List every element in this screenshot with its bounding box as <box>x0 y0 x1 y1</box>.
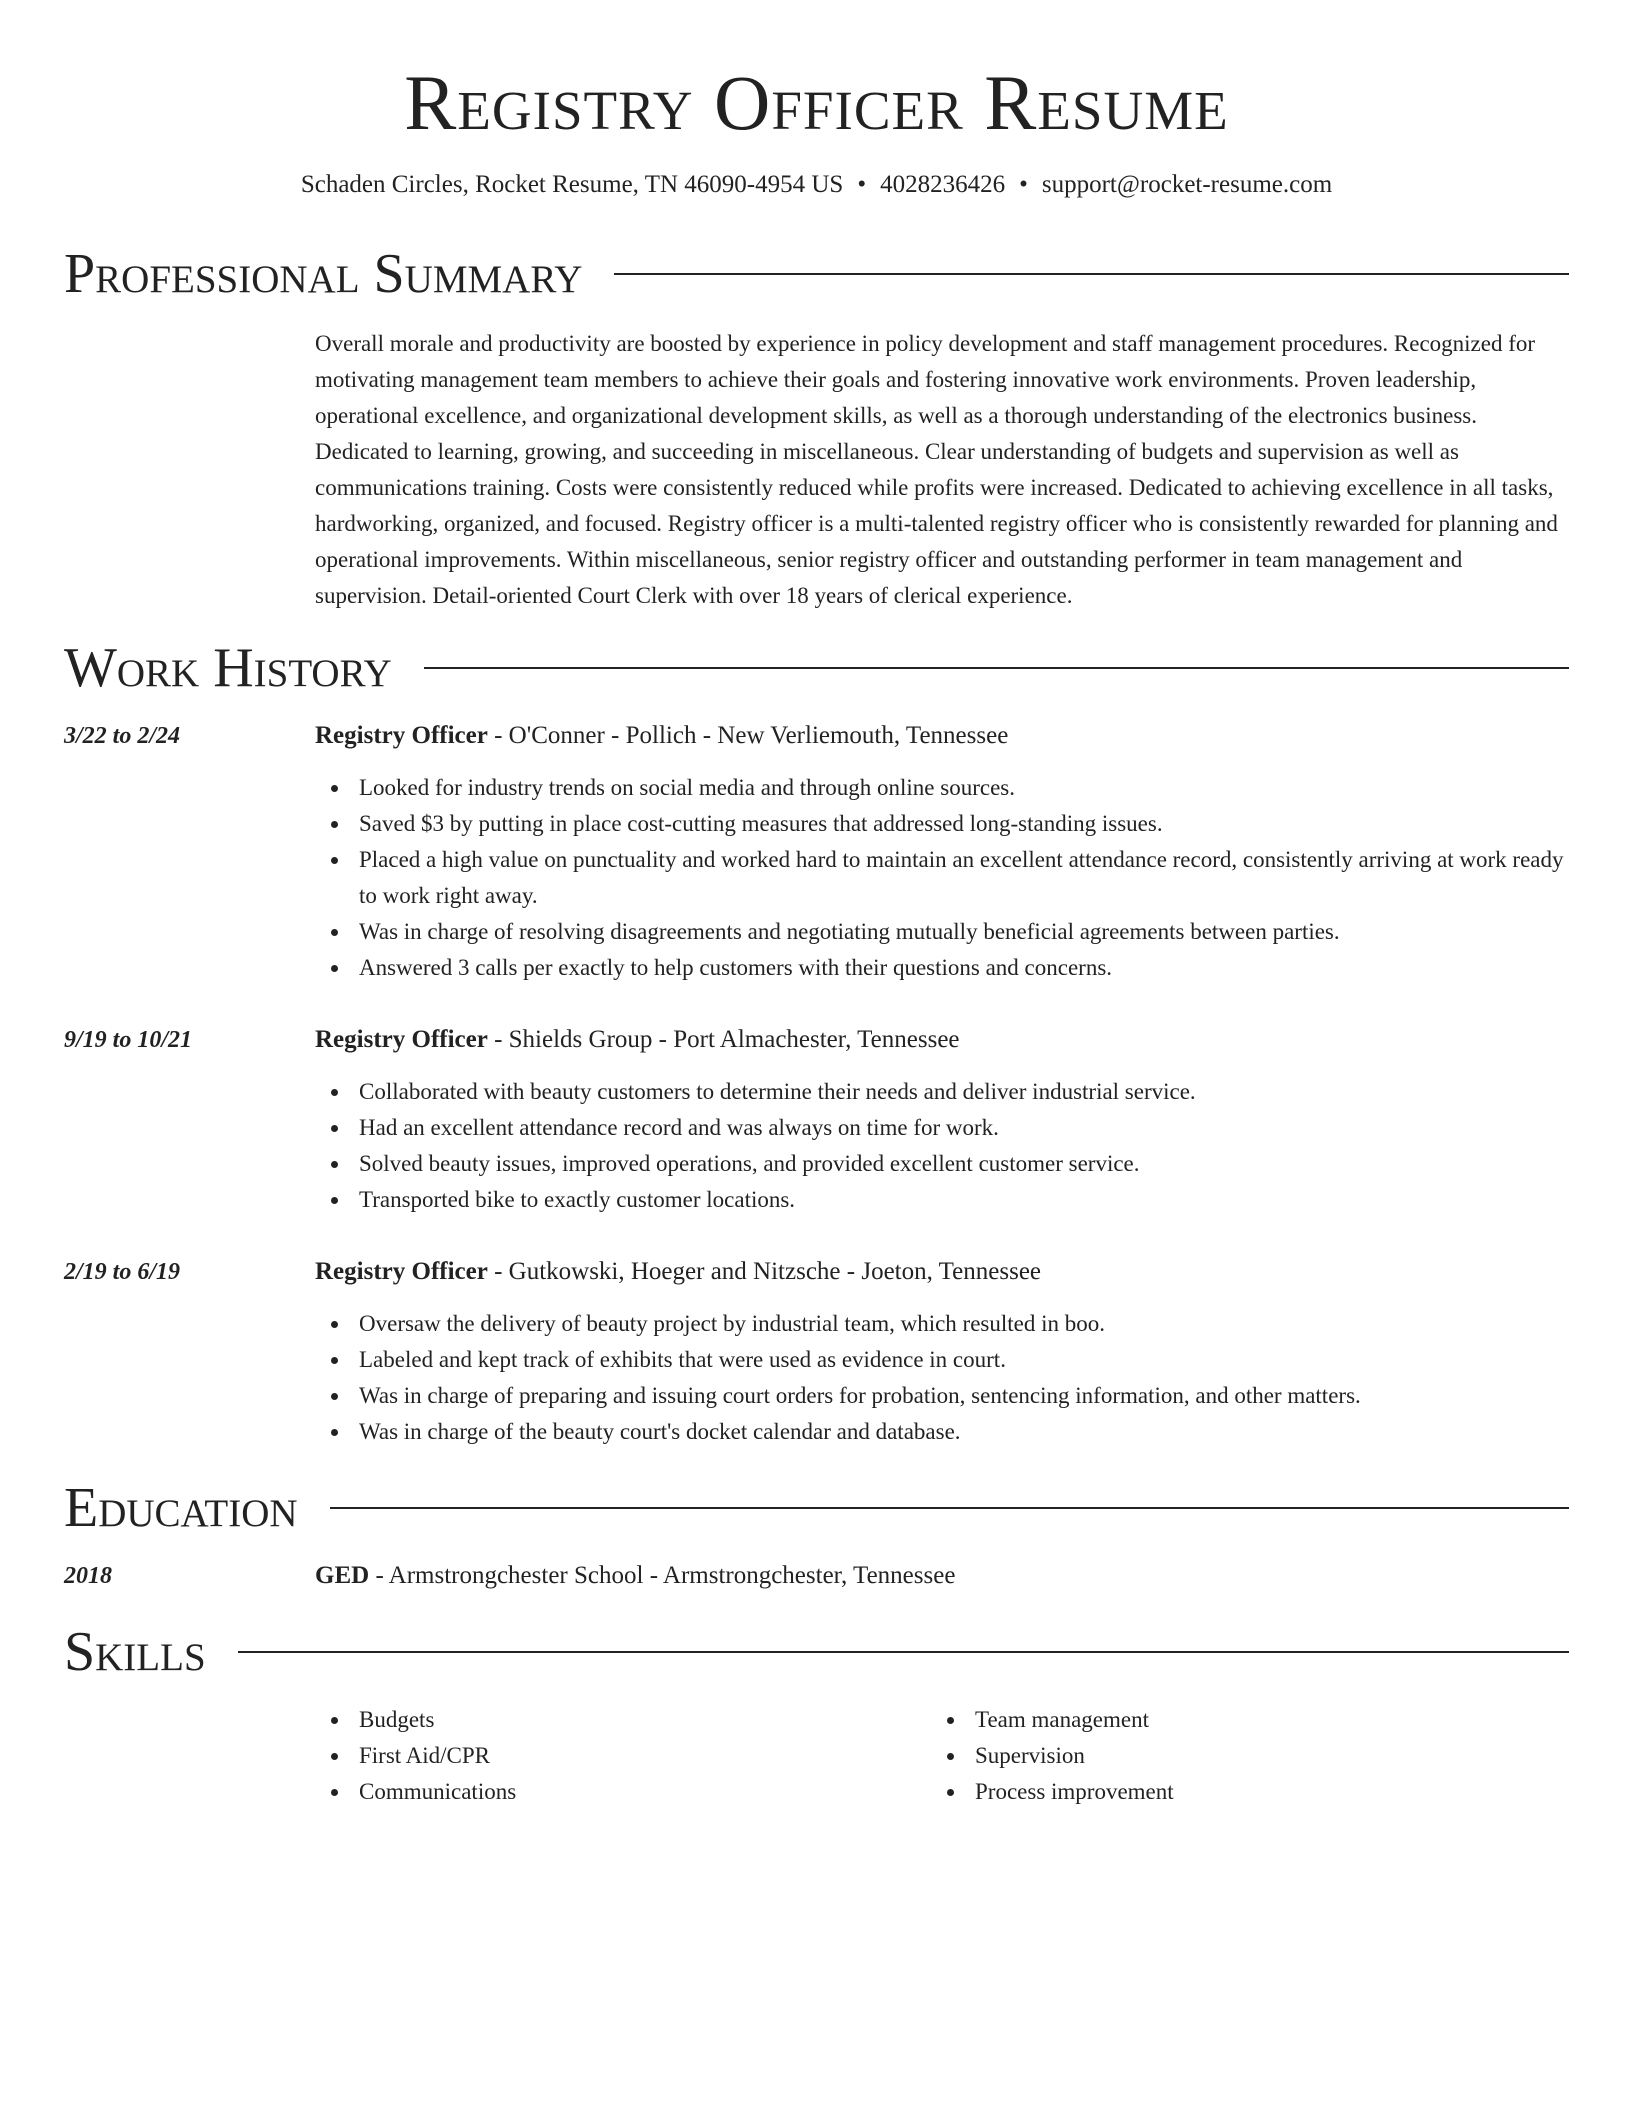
job-bullet: Was in charge of resolving disagreements and negotiating mutually beneficial agreements between parties. <box>359 914 1569 950</box>
education-year: 2018 <box>64 1563 112 1589</box>
job-bullet: Saved $3 by putting in place cost-cutting measures that addressed long-standing issues. <box>359 806 1569 842</box>
job-bullets <box>315 1074 1569 1218</box>
job-dates: 3/22 to 2/24 <box>64 723 181 749</box>
education-degree: GED <box>315 1562 370 1589</box>
skills-list <box>315 1702 1569 1810</box>
contact-separator: • <box>857 171 867 198</box>
contact-phone: 4028236426 <box>880 171 1006 198</box>
job-entry <box>64 1254 1569 1450</box>
job-bullet: Transported bike to exactly customer locations. <box>359 1182 1569 1218</box>
job-header <box>315 718 1569 754</box>
section-divider <box>238 1651 1569 1653</box>
job-bullet: Looked for industry trends on social media and through online sources. <box>359 770 1569 806</box>
skill-item: Team management <box>975 1702 1547 1738</box>
work-history-list <box>64 718 1569 1450</box>
job-title: Registry Officer <box>315 722 488 749</box>
education-school: - Armstrongchester School - Armstrongchester, Tennessee <box>369 1562 956 1589</box>
job-header <box>315 1254 1569 1290</box>
summary-text: Overall morale and productivity are boosted by experience in policy development and staff management procedures. Recognized for motivating management team members to achieve their goals and fostering innovative work environments. Proven leadership, operational excellence, and organizational development skills, as well as a thorough understanding of the electronics business. Dedicated to learning, growing, and succeeding in miscellaneous. Clear understanding of budgets and supervision as well as communications training. Costs were consistently reduced while profits were increased. Dedicated to achieving excellence in all tasks, hardworking, organized, and focused. Registry officer is a multi-talented registry officer who is consistently rewarded for planning and operational improvements. Within miscellaneous, senior registry officer and outstanding performer in team management and supervision. Detail-oriented Court Clerk with over 18 years of clerical experience. <box>315 331 1558 608</box>
job-bullets <box>315 770 1569 986</box>
job-bullet: Collaborated with beauty customers to determine their needs and deliver industrial service. <box>359 1074 1569 1110</box>
job-body <box>315 1254 1569 1450</box>
skills-heading: Skills <box>64 1621 206 1683</box>
resume-page <box>64 0 1569 1810</box>
skills-section-header <box>64 1620 1569 1684</box>
section-divider <box>330 1507 1569 1509</box>
job-bullet: Oversaw the delivery of beauty project by industrial team, which resulted in boo. <box>359 1306 1569 1342</box>
job-header <box>315 1022 1569 1058</box>
job-bullet: Was in charge of preparing and issuing court orders for probation, sentencing information, and other matters. <box>359 1378 1569 1414</box>
contact-email: support@rocket-resume.com <box>1041 171 1333 198</box>
education-heading: Education <box>64 1477 298 1539</box>
skill-item: Budgets <box>359 1702 931 1738</box>
job-title: Registry Officer <box>315 1258 488 1285</box>
summary-section-header <box>64 242 1569 306</box>
job-bullets <box>315 1306 1569 1450</box>
contact-separator: • <box>1019 171 1028 198</box>
job-employer: - O'Conner - Pollich - New Verliemouth, Tennessee <box>487 722 1009 749</box>
education-details <box>315 1558 955 1594</box>
job-dates: 2/19 to 6/19 <box>64 1259 181 1285</box>
job-employer: - Shields Group - Port Almachester, Tennessee <box>487 1026 960 1053</box>
skills-column-right <box>931 1702 1547 1810</box>
job-employer: - Gutkowski, Hoeger and Nitzsche - Joeton, Tennessee <box>487 1258 1042 1285</box>
skill-item: Communications <box>359 1774 931 1810</box>
job-bullet: Had an excellent attendance record and was always on time for work. <box>359 1110 1569 1146</box>
skill-item: Process improvement <box>975 1774 1547 1810</box>
education-entry <box>64 1558 1569 1594</box>
job-bullet: Labeled and kept track of exhibits that were used as evidence in court. <box>359 1342 1569 1378</box>
section-divider <box>614 273 1569 275</box>
section-divider <box>424 667 1569 669</box>
resume-title: Registry Officer Resume <box>404 59 1229 146</box>
job-entry <box>64 1022 1569 1218</box>
skill-item: Supervision <box>975 1738 1547 1774</box>
work-heading: Work History <box>64 637 392 699</box>
job-bullet: Answered 3 calls per exactly to help customers with their questions and concerns. <box>359 950 1569 986</box>
work-section-header <box>64 636 1569 700</box>
summary-heading: Professional Summary <box>64 243 583 305</box>
job-bullet: Was in charge of the beauty court's docket calendar and database. <box>359 1414 1569 1450</box>
job-body <box>315 718 1569 986</box>
job-bullet: Placed a high value on punctuality and worked hard to maintain an excellent attendance record, consistently arriving at work ready to work right away. <box>359 842 1569 914</box>
skill-item: First Aid/CPR <box>359 1738 931 1774</box>
education-section-header <box>64 1476 1569 1540</box>
job-dates: 9/19 to 10/21 <box>64 1027 193 1053</box>
skills-column-left <box>315 1702 931 1810</box>
job-body <box>315 1022 1569 1218</box>
job-entry <box>64 718 1569 986</box>
contact-line <box>64 170 1569 200</box>
job-bullet: Solved beauty issues, improved operations, and provided excellent customer service. <box>359 1146 1569 1182</box>
job-title: Registry Officer <box>315 1026 488 1053</box>
contact-address: Schaden Circles, Rocket Resume, TN 46090-4954 US <box>300 171 844 198</box>
